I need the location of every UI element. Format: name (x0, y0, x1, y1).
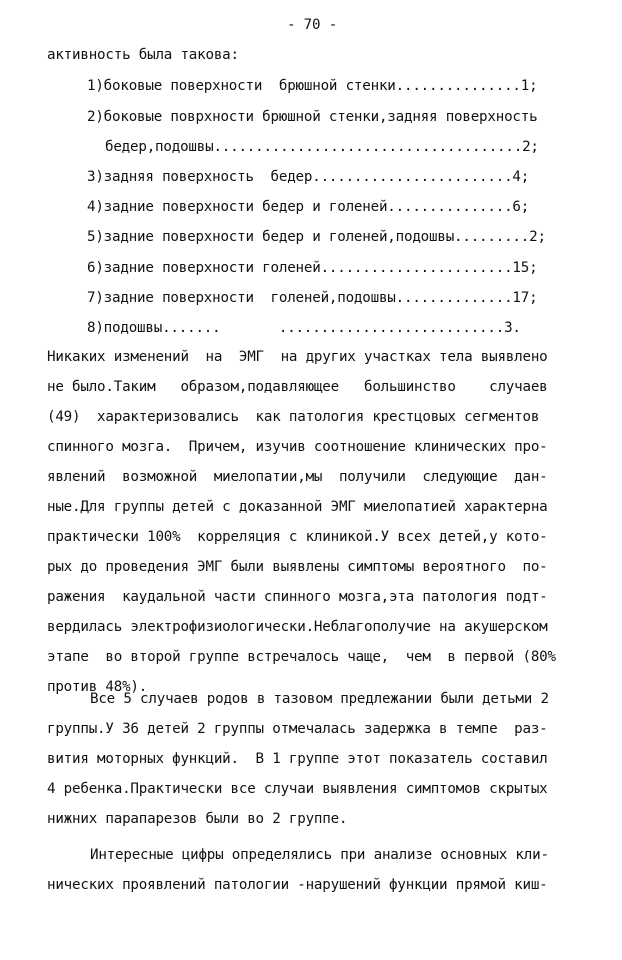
paragraph-line: рых до проведения ЭМГ были выявлены симптомы вероятного по- (47, 559, 548, 575)
paragraph-line: не было.Таким образом,подавляющее большинство случаев (47, 379, 548, 395)
paragraph-line: вердилась электрофизиологически.Неблагополучие на акушерском (47, 619, 548, 635)
page-number: - 70 - (287, 17, 338, 33)
list-item: 3)задняя поверхность бедер........................4; (87, 169, 530, 185)
paragraph-line: Интересные цифры определялись при анализе основных кли- (90, 847, 549, 863)
paragraph-line: спинного мозга. Причем, изучив соотношение клинических про- (47, 439, 548, 455)
paragraph-line: нических проявлений патологии -нарушений функции прямой киш- (47, 877, 548, 893)
paragraph-line: 4 ребенка.Практически все случаи выявления симптомов скрытых (47, 781, 548, 797)
paragraph-line: группы.У 36 детей 2 группы отмечалась задержка в темпе раз- (47, 721, 548, 737)
paragraph-line: ные.Для группы детей с доказанной ЭМГ миелопатией характерна (47, 499, 548, 515)
list-item: 2)боковые поврхности брюшной стенки,задняя поверхность (87, 109, 538, 125)
paragraph-line: вития моторных функций. В 1 группе этот показатель составил (47, 751, 548, 767)
list-item: 4)задние поверхности бедер и голеней...............6; (87, 199, 530, 215)
list-item-continuation: бедер,подошвы.....................................2; (105, 139, 539, 155)
paragraph-line: практически 100% корреляция с клиникой.У всех детей,у кото- (47, 529, 548, 545)
intro-text: активность была такова: (47, 47, 239, 63)
list-item: 1)боковые поверхности брюшной стенки...............1; (87, 78, 538, 94)
list-item: 8)подошвы....... ...........................3. (87, 320, 521, 336)
list-item: 5)задние поверхности бедер и голеней,подошвы.........2; (87, 229, 546, 245)
paragraph-line: против 48%). (47, 679, 148, 695)
paragraph-line: явлений возможной миелопатии,мы получили следующие дан- (47, 469, 548, 485)
list-item: 6)задние поверхности голеней.......................15; (87, 260, 538, 276)
paragraph-line: Никаких изменений на ЭМГ на других участках тела выявлено (47, 349, 548, 365)
paragraph-line: (49) характеризовались как патология крестцовых сегментов (47, 409, 540, 425)
paragraph-line: этапе во второй группе встречалось чаще, чем в первой (80% (47, 649, 556, 665)
paragraph-line: ражения каудальной части спинного мозга,эта патология подт- (47, 589, 548, 605)
paragraph-line: нижних парапарезов были во 2 группе. (47, 811, 348, 827)
list-item: 7)задние поверхности голеней,подошвы..............17; (87, 290, 538, 306)
paragraph-line: Все 5 случаев родов в тазовом предлежании были детьми 2 (90, 691, 549, 707)
